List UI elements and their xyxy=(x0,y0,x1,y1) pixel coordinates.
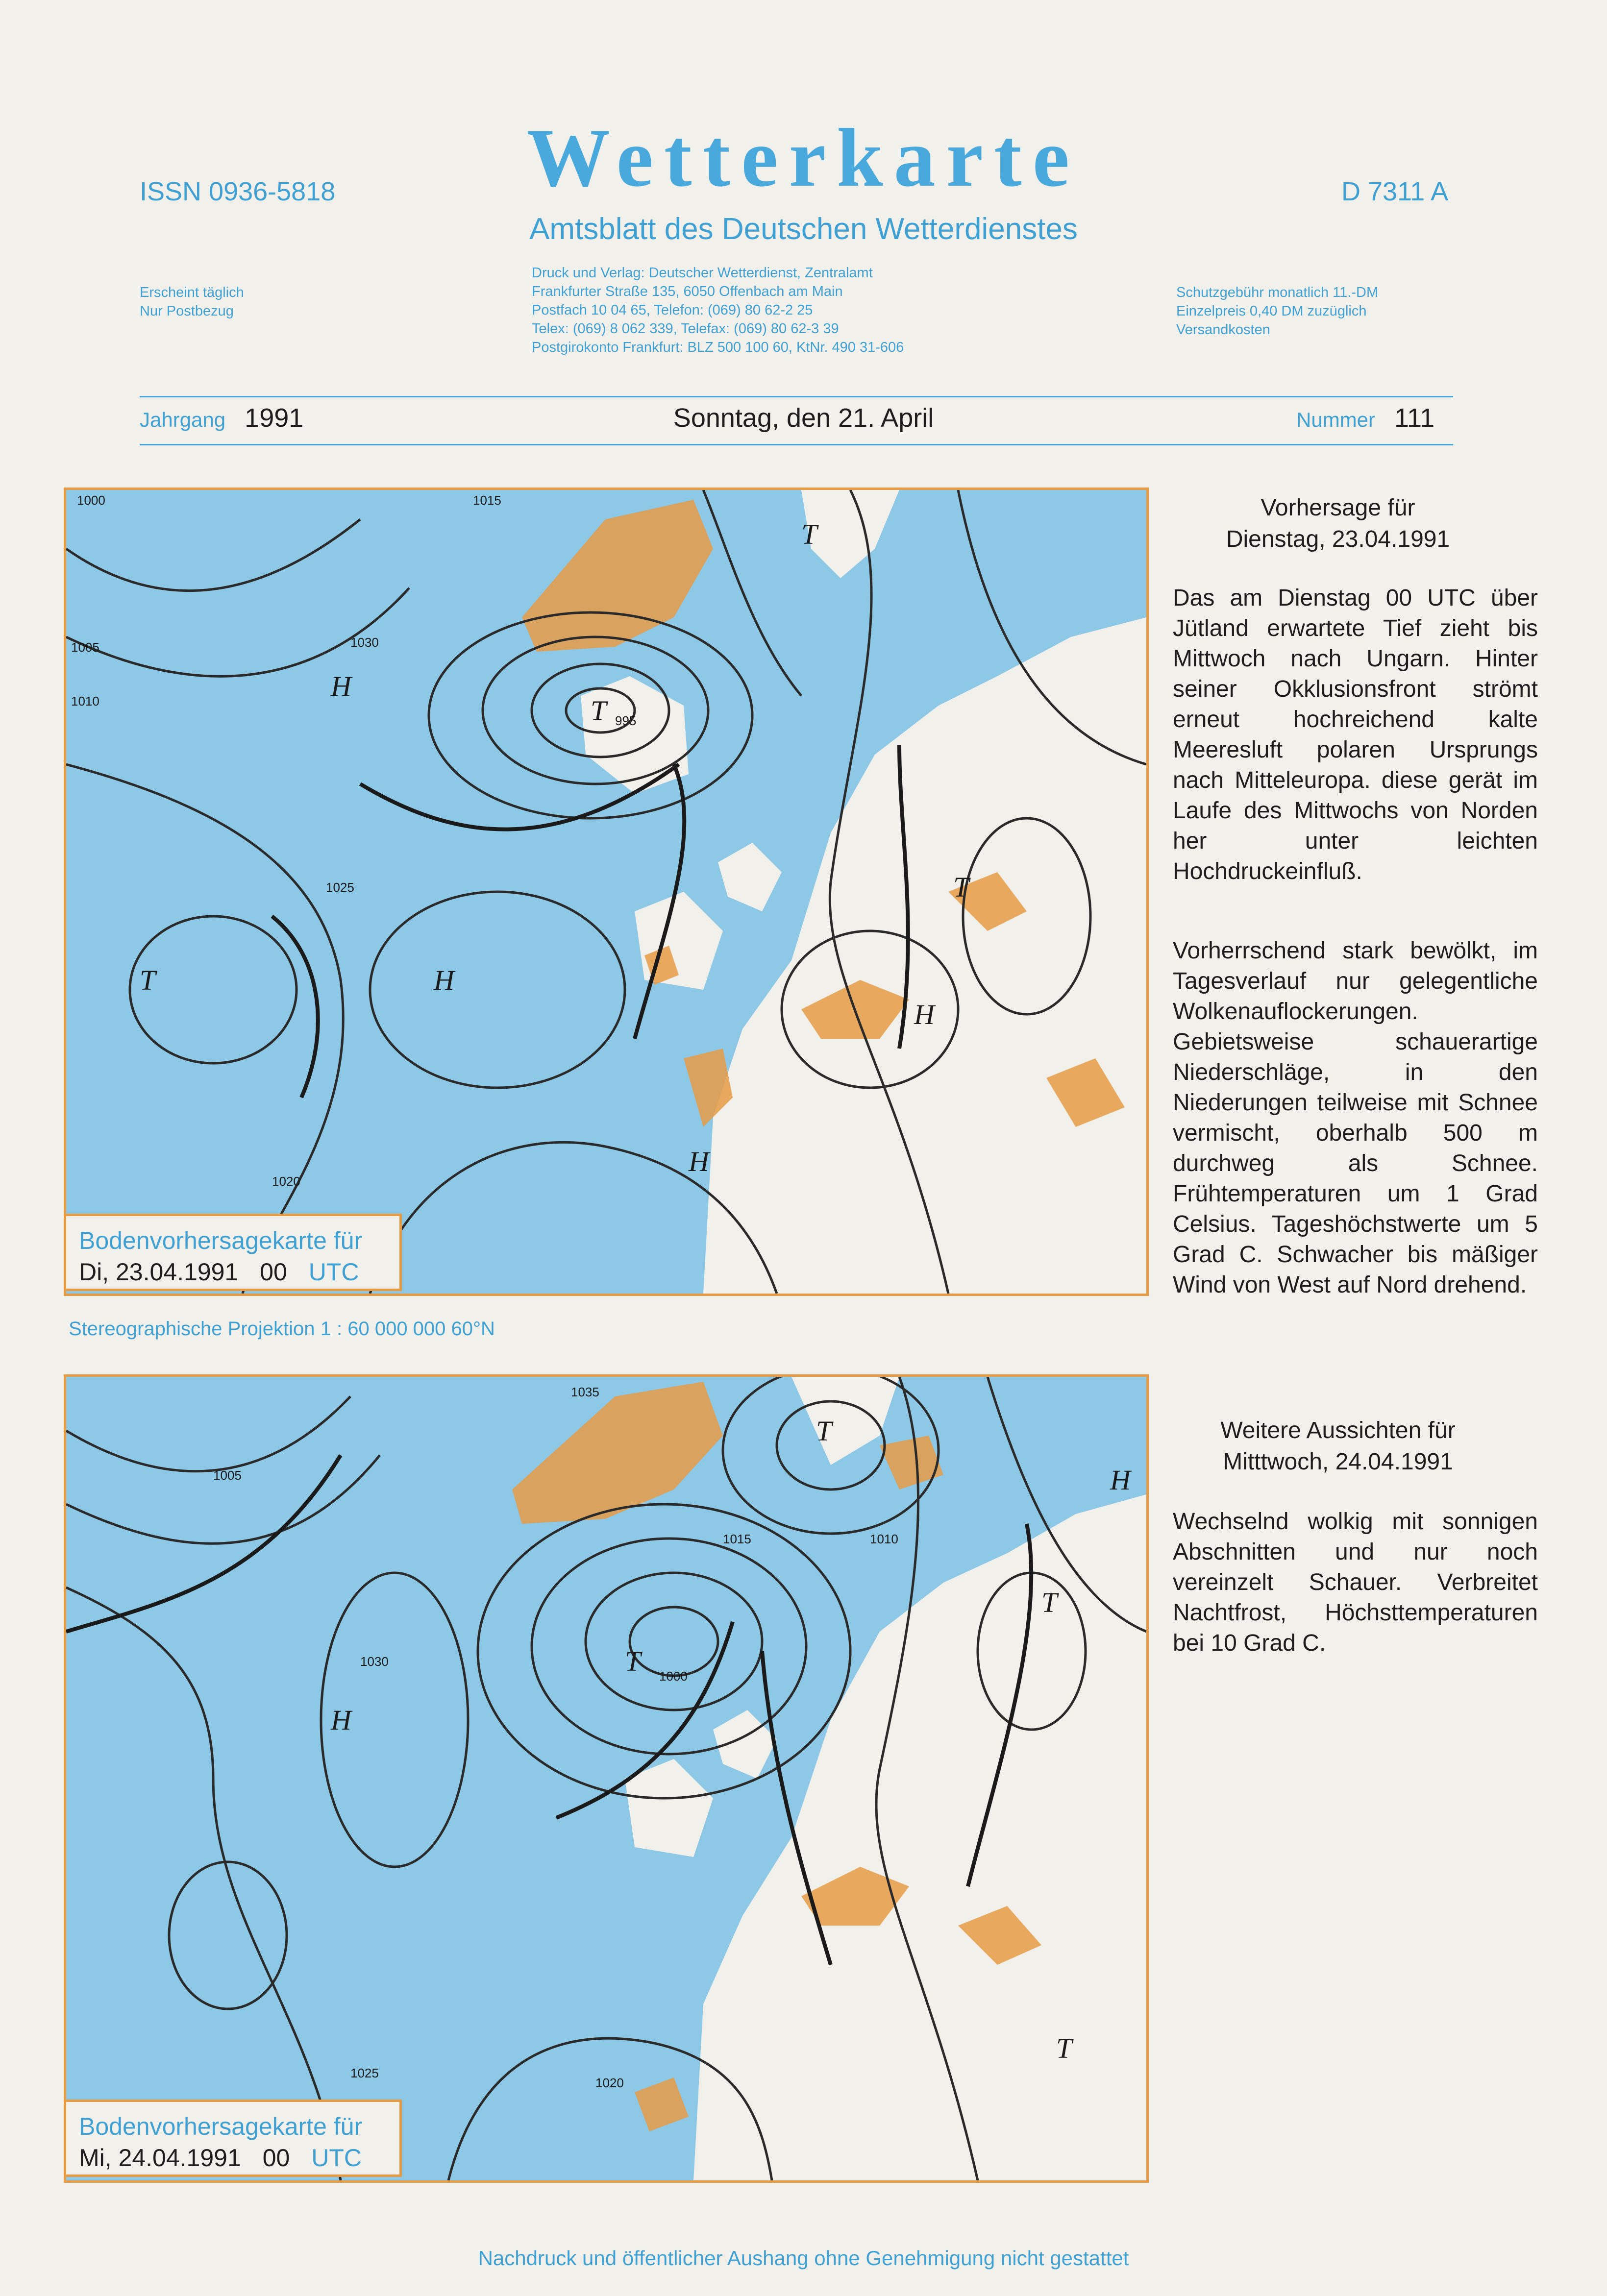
masthead-title: Wetterkarte xyxy=(526,112,1081,204)
svg-text:T: T xyxy=(591,695,607,727)
issue-number: Nummer 111 xyxy=(1296,403,1435,433)
forecast-map-tuesday xyxy=(64,488,1149,1296)
svg-text:1000: 1000 xyxy=(77,493,105,508)
svg-text:T: T xyxy=(953,871,969,903)
outlook-paragraph: Wechselnd wolkig mit sonnigen Abschnitten und nur noch vereinzelt Schauer. Verbreitet Nachtfrost, Höchsttemperaturen bei 10 Grad C. xyxy=(1173,1509,1538,1656)
svg-text:H: H xyxy=(1110,1464,1131,1496)
map-hour: 00 xyxy=(260,1258,287,1286)
svg-text:1010: 1010 xyxy=(71,694,99,708)
svg-text:1030: 1030 xyxy=(350,635,379,650)
dateline-rule-bottom xyxy=(140,444,1453,445)
map-label-wednesday: Bodenvorhersagekarte für Mi, 24.04.1991 00 UTC xyxy=(64,2100,402,2177)
map-timezone: UTC xyxy=(311,2144,362,2172)
svg-text:1015: 1015 xyxy=(473,493,501,508)
svg-text:H: H xyxy=(434,964,454,996)
svg-text:T: T xyxy=(140,964,156,996)
svg-text:H: H xyxy=(331,1704,351,1736)
map-wednesday-graphic xyxy=(66,1377,1146,2180)
svg-text:1010: 1010 xyxy=(870,1532,898,1546)
svg-text:1025: 1025 xyxy=(326,880,354,895)
map-timezone: UTC xyxy=(308,1258,359,1286)
jahrgang: Jahrgang 1991 xyxy=(140,403,304,433)
forecast-heading: Vorhersage für Dienstag, 23.04.1991 xyxy=(1226,495,1450,552)
svg-text:T: T xyxy=(816,1415,832,1447)
map-tuesday-graphic xyxy=(66,490,1146,1294)
map-label-tuesday: Bodenvorhersagekarte für Di, 23.04.1991 00 UTC xyxy=(64,1214,402,1291)
svg-text:1015: 1015 xyxy=(723,1532,751,1546)
svg-text:1005: 1005 xyxy=(213,1468,242,1483)
svg-text:1025: 1025 xyxy=(350,2066,379,2080)
map-hour: 00 xyxy=(262,2144,290,2172)
svg-text:1020: 1020 xyxy=(595,2076,624,2090)
frequency-note: Erscheint täglich Nur Postbezug xyxy=(140,285,244,319)
svg-text:1035: 1035 xyxy=(571,1385,599,1399)
svg-text:H: H xyxy=(331,670,351,702)
svg-text:1020: 1020 xyxy=(272,1174,300,1189)
svg-text:T: T xyxy=(625,1645,641,1677)
forecast-paragraph-1: Das am Dienstag 00 UTC über Jütland erwartete Tief zieht bis Mittwoch nach Ungarn. Hinter seiner Okklusionsfront strömt erneut hochreichend kalte Meeresluft polaren Ursprungs nach Mitteleuropa. diese gerät im Laufe des Mittwochs von Norden her unter leichten Hochdruckeinfluß. xyxy=(1173,585,1538,884)
outlook-heading: Weitere Aussichten für Mitttwoch, 24.04.1991 xyxy=(1220,1417,1456,1475)
masthead-subtitle: Amtsblatt des Deutschen Wetterdienstes xyxy=(529,212,1078,246)
forecast-map-wednesday xyxy=(64,1374,1149,2183)
map-date: Mi, 24.04.1991 xyxy=(79,2144,241,2172)
svg-text:T: T xyxy=(1056,2032,1072,2064)
issn-number: ISSN 0936-5818 xyxy=(140,177,336,206)
svg-text:H: H xyxy=(914,999,935,1030)
publisher-info: Druck und Verlag: Deutscher Wetterdienst, Zentralamt Frankfurter Straße 135, 6050 Offenbach am Main Postfach 10 04 65, Telefon: (069) 80 62-2 25 Telex: (069) 8 062 339, Telefax: (069) 80 62-3 39 Postgirokonto Frankfurt: BLZ 500 100 60, KtNr. 490 31-606 xyxy=(532,265,904,355)
issue-date: Sonntag, den 21. April xyxy=(673,403,934,433)
svg-text:T: T xyxy=(1041,1587,1058,1618)
reprint-notice: Nachdruck und öffentlicher Aushang ohne Genehmigung nicht gestattet xyxy=(478,2247,1129,2270)
svg-text:1000: 1000 xyxy=(659,1669,688,1684)
svg-text:H: H xyxy=(689,1146,709,1177)
svg-text:1005: 1005 xyxy=(71,640,99,655)
svg-text:T: T xyxy=(801,518,817,550)
postal-code: D 7311 A xyxy=(1341,177,1449,206)
svg-text:995: 995 xyxy=(615,713,637,728)
forecast-paragraph-2: Vorherrschend stark bewölkt, im Tagesverlauf nur gelegentliche Wolkenauflockerungen. Gebietsweise schauerartige Niederschläge, in den Niederungen teilweise mit Schnee vermischt, oberhalb 500 m durchweg als Schnee. Frühtemperaturen um 1 Grad Celsius. Tageshöchstwerte um 5 Grad C. Schwacher bis mäßiger Wind von West auf Nord drehend. xyxy=(1173,938,1538,1298)
svg-text:1030: 1030 xyxy=(360,1654,389,1669)
map-date: Di, 23.04.1991 xyxy=(79,1258,239,1286)
projection-note: Stereographische Projektion 1 : 60 000 000 60°N xyxy=(69,1318,495,1340)
dateline-rule-top xyxy=(140,396,1453,397)
fee-info: Schutzgebühr monatlich 11.-DM Einzelpreis 0,40 DM zuzüglich Versandkosten xyxy=(1176,285,1379,338)
